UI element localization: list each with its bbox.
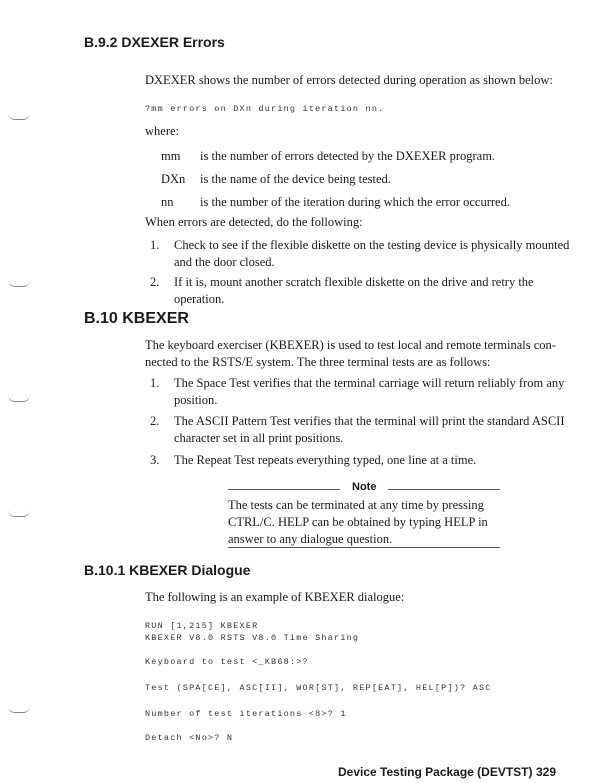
- page-number: 329: [536, 765, 557, 779]
- note-text: The tests can be terminated at any time by pressing: [228, 498, 484, 512]
- paragraph: The following is an example of KBEXER dialogue:: [145, 590, 405, 604]
- section-heading: B.10.1 KBEXER Dialogue: [84, 562, 251, 578]
- list-number: 2.: [150, 414, 160, 428]
- margin-mark: [8, 510, 30, 517]
- margin-mark: [8, 395, 30, 402]
- def-desc: is the number of errors detected by the DXEXER program.: [200, 149, 496, 163]
- divider: [228, 489, 340, 490]
- list-number: 2.: [150, 275, 160, 289]
- paragraph: where:: [145, 124, 180, 138]
- list-text: The Repeat Test repeats everything typed, one line at a time.: [174, 453, 477, 467]
- list-text: and the door closed.: [174, 255, 275, 269]
- code-line: Test (SPA[CE], ASC[II], WOR[ST], REP[EAT], HEL[P])? ASC: [145, 683, 492, 693]
- code-line: Detach <No>? N: [145, 733, 234, 743]
- margin-mark: [8, 706, 30, 713]
- list-text: operation.: [174, 292, 225, 306]
- def-term: DXn: [161, 172, 186, 186]
- list-text: character set in all print positions.: [174, 431, 344, 445]
- code-line: ?mm errors on DXn during iteration nn.: [145, 104, 385, 114]
- list-number: 1.: [150, 376, 160, 390]
- def-term: nn: [161, 195, 174, 209]
- paragraph: The keyboard exerciser (KBEXER) is used to test local and remote terminals con-: [145, 338, 556, 352]
- list-number: 3.: [150, 453, 160, 467]
- margin-mark: [8, 280, 30, 287]
- section-heading: B.9.2 DXEXER Errors: [84, 34, 225, 50]
- list-text: The Space Test verifies that the terminal carriage will return reliably from any: [174, 376, 565, 390]
- divider: [228, 547, 500, 548]
- paragraph: nected to the RSTS/E system. The three terminal tests are as follows:: [145, 355, 491, 369]
- list-text: Check to see if the flexible diskette on the testing device is physically mounted: [174, 238, 570, 252]
- paragraph: When errors are detected, do the following:: [145, 215, 363, 229]
- paragraph: DXEXER shows the number of errors detected during operation as shown below:: [145, 73, 553, 87]
- list-text: If it is, mount another scratch flexible diskette on the drive and retry the: [174, 275, 534, 289]
- note-label: Note: [352, 481, 377, 493]
- code-line: RUN [1,215] KBEXER: [145, 621, 259, 631]
- code-line: Number of test iterations <8>? 1: [145, 709, 347, 719]
- list-number: 1.: [150, 238, 160, 252]
- divider: [388, 489, 500, 490]
- list-text: position.: [174, 393, 218, 407]
- note-text: CTRL/C. HELP can be obtained by typing HELP in: [228, 515, 488, 529]
- code-line: Keyboard to test <_KB68:>?: [145, 657, 309, 667]
- def-term: mm: [161, 149, 181, 163]
- note-text: answer to any dialogue question.: [228, 532, 393, 546]
- section-heading: B.10 KBEXER: [84, 310, 189, 327]
- def-desc: is the number of the iteration during which the error occurred.: [200, 195, 510, 209]
- def-desc: is the name of the device being tested.: [200, 172, 391, 186]
- margin-mark: [8, 113, 30, 120]
- footer-title: Device Testing Package (DEVTST): [338, 765, 533, 779]
- list-text: The ASCII Pattern Test verifies that the terminal will print the standard ASCII: [174, 414, 565, 428]
- code-line: KBEXER V8.0 RSTS V8.0 Time Sharing: [145, 633, 360, 643]
